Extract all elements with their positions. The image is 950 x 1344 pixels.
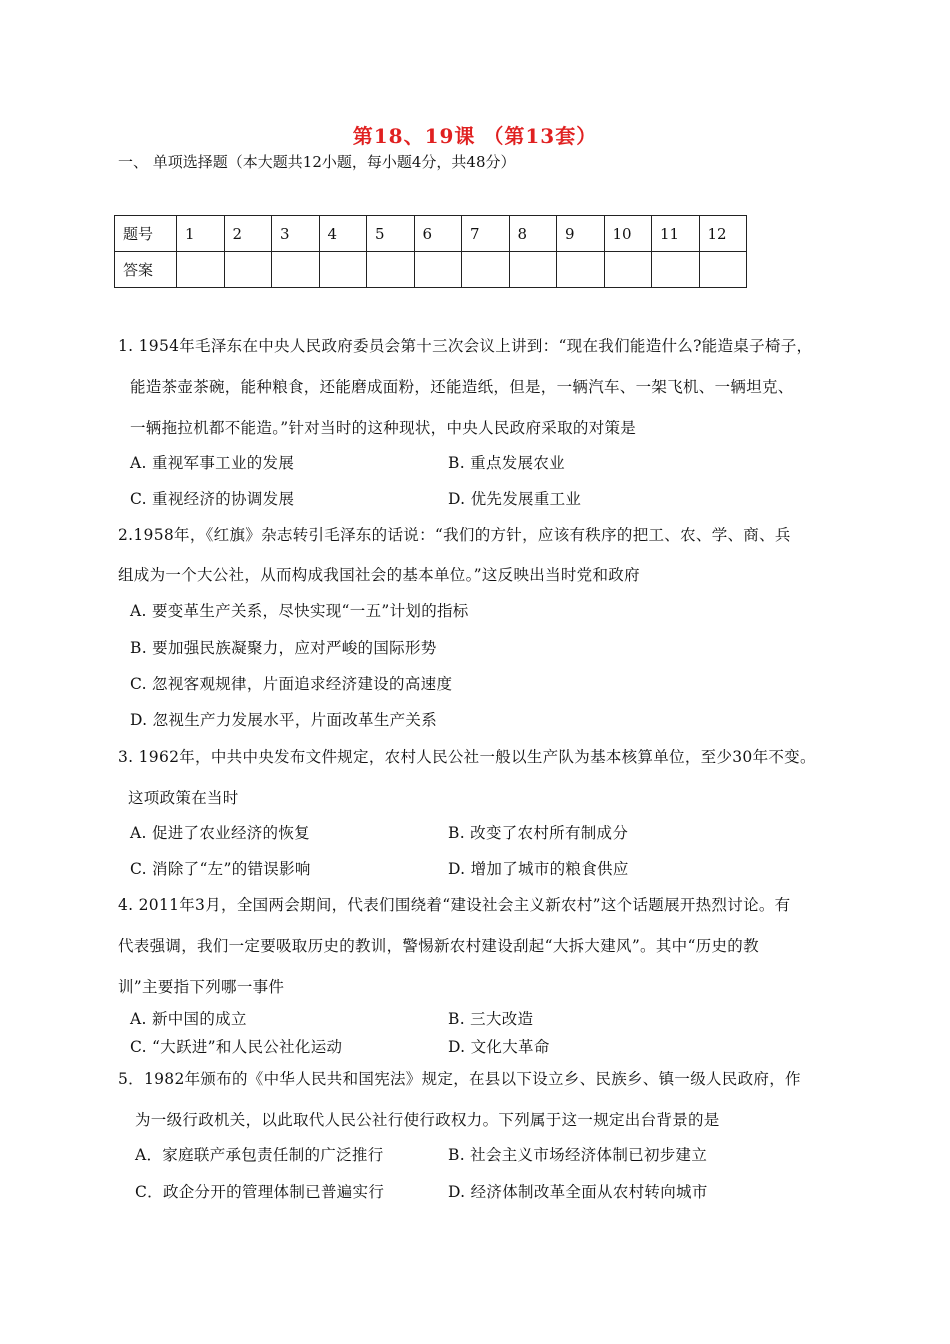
q5-option-c: C．政企分开的管理体制已普遍实行: [135, 1183, 385, 1201]
q1-stem-line-3: 一辆拖拉机都不能造。”针对当时的这种现状，中央人民政府采取的对策是: [130, 419, 637, 437]
question-number-cell: 6: [414, 216, 462, 252]
q1-option-c: C. 重视经济的协调发展: [130, 490, 295, 508]
question-number-cell: 10: [604, 216, 652, 252]
q3-option-b: B. 改变了农村所有制成分: [448, 824, 629, 842]
answer-cell[interactable]: [272, 252, 320, 288]
answer-cell[interactable]: [177, 252, 225, 288]
q2-stem-line-2: 组成为一个大公社，从而构成我国社会的基本单位。”这反映出当时党和政府: [118, 566, 640, 584]
question-number-cell: 7: [462, 216, 510, 252]
row-label-number: 题号: [115, 216, 177, 252]
q3-stem-line-2: 这项政策在当时: [128, 789, 239, 807]
q4-option-a: A. 新中国的成立: [130, 1010, 247, 1028]
q1-option-a: A. 重视军事工业的发展: [130, 454, 295, 472]
q1-stem-line-1: 1. 1954年毛泽东在中央人民政府委员会第十三次会议上讲到：“现在我们能造什么?能造桌子椅子，: [118, 337, 813, 355]
answer-cell[interactable]: [224, 252, 272, 288]
answer-cell[interactable]: [462, 252, 510, 288]
answer-cell[interactable]: [367, 252, 415, 288]
q2-option-b: B. 要加强民族凝聚力，应对严峻的国际形势: [130, 639, 437, 657]
q2-option-c: C. 忽视客观规律，片面追求经济建设的高速度: [130, 675, 453, 693]
question-number-cell: 11: [652, 216, 700, 252]
q5-option-d: D. 经济体制改革全面从农村转向城市: [448, 1183, 708, 1201]
q4-option-c: C. “大跃进”和人民公社化运动: [130, 1038, 343, 1056]
answer-cell[interactable]: [414, 252, 462, 288]
answer-table: [114, 215, 747, 288]
answer-cell[interactable]: [652, 252, 700, 288]
question-number-row: [115, 216, 747, 252]
q3-option-c: C. 消除了“左”的错误影响: [130, 860, 311, 878]
page-title: 第18、19课 （第13套）: [352, 124, 598, 148]
q1-stem-line-2: 能造茶壶茶碗，能种粮食，还能磨成面粉，还能造纸，但是，一辆汽车、一架飞机、一辆坦克、: [130, 378, 794, 396]
question-number-cell: 9: [557, 216, 605, 252]
question-number-cell: 3: [272, 216, 320, 252]
q4-stem-line-2: 代表强调，我们一定要吸取历史的教训，警惕新农村建设刮起“大拆大建风”。其中“历史的教: [118, 937, 759, 955]
question-number-cell: 5: [367, 216, 415, 252]
q3-option-d: D. 增加了城市的粮食供应: [448, 860, 629, 878]
question-number-cell: 8: [509, 216, 557, 252]
q1-option-b: B. 重点发展农业: [448, 454, 565, 472]
q2-stem-line-1: 2.1958年，《红旗》杂志转引毛泽东的话说：“我们的方针，应该有秩序的把工、农、学、商、兵: [118, 526, 791, 544]
question-number-cell: 4: [319, 216, 367, 252]
row-label-answer: 答案: [115, 252, 177, 288]
q3-option-a: A. 促进了农业经济的恢复: [130, 824, 310, 842]
answer-row: [115, 252, 747, 288]
answer-cell[interactable]: [509, 252, 557, 288]
answer-cell[interactable]: [319, 252, 367, 288]
answer-cell[interactable]: [699, 252, 747, 288]
section-heading: 一、 单项选择题（本大题共12小题，每小题4分，共48分）: [118, 153, 516, 171]
answer-cell[interactable]: [604, 252, 652, 288]
q4-option-b: B. 三大改造: [448, 1010, 534, 1028]
question-number-cell: 2: [224, 216, 272, 252]
q1-option-d: D. 优先发展重工业: [448, 490, 582, 508]
q2-option-a: A. 要变革生产关系，尽快实现“一五”计划的指标: [130, 602, 469, 620]
q5-stem-line-1: 5．1982年颁布的《中华人民共和国宪法》规定，在县以下设立乡、民族乡、镇一级人民政府，作: [118, 1070, 801, 1088]
q5-option-b: B. 社会主义市场经济体制已初步建立: [448, 1146, 708, 1164]
q4-stem-line-3: 训”主要指下列哪一事件: [118, 978, 285, 996]
answer-cell[interactable]: [557, 252, 605, 288]
q5-stem-line-2: 为一级行政机关，以此取代人民公社行使行政权力。下列属于这一规定出台背景的是: [135, 1111, 720, 1129]
q5-option-a: A．家庭联产承包责任制的广泛推行: [135, 1146, 384, 1164]
q2-option-d: D. 忽视生产力发展水平，片面改革生产关系: [130, 711, 438, 729]
q4-option-d: D. 文化大革命: [448, 1038, 550, 1056]
q3-stem-line-1: 3. 1962年，中共中央发布文件规定，农村人民公社一般以生产队为基本核算单位，至少30年不变。: [118, 748, 816, 766]
question-number-cell: 12: [699, 216, 747, 252]
q4-stem-line-1: 4. 2011年3月，全国两会期间，代表们围绕着“建设社会主义新农村”这个话题展开热烈讨论。有: [118, 896, 791, 914]
question-number-cell: 1: [177, 216, 225, 252]
